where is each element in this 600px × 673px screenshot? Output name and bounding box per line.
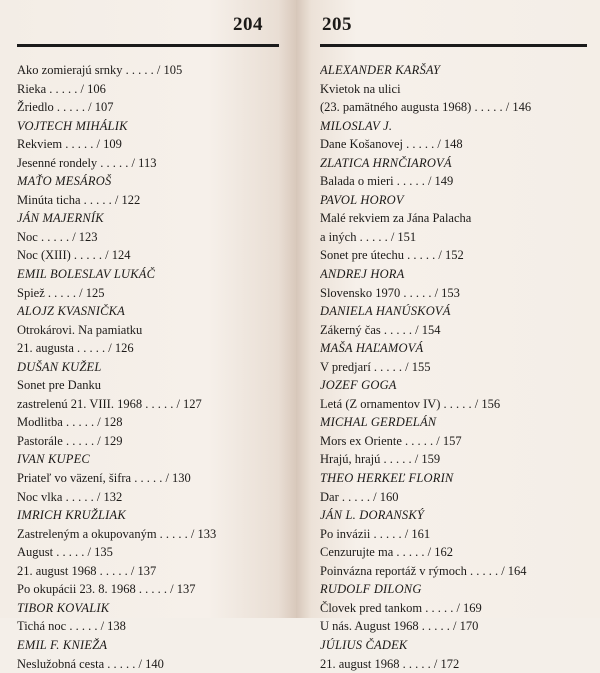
contents-entry: Ako zomierajú srnky . . . . . / 105 bbox=[17, 61, 279, 80]
contents-entry: Zastreleným a okupovaným . . . . . / 133 bbox=[17, 525, 279, 544]
author-name: JOZEF GOGA bbox=[320, 376, 590, 395]
author-name: EMIL BOLESLAV LUKÁČ bbox=[17, 265, 279, 284]
left-page bbox=[0, 0, 296, 618]
contents-entry: Hrajú, hrajú . . . . . / 159 bbox=[320, 450, 590, 469]
contents-entry: Mors ex Oriente . . . . . / 157 bbox=[320, 432, 590, 451]
contents-entry: Noc vlka . . . . . / 132 bbox=[17, 488, 279, 507]
author-name: JÁN L. DORANSKÝ bbox=[320, 506, 590, 525]
author-name: TIBOR KOVALIK bbox=[17, 599, 279, 618]
contents-entry: (23. pamätného augusta 1968) . . . . . / 146 bbox=[320, 98, 590, 117]
contents-entry: 21. august 1968 . . . . . / 172 bbox=[320, 655, 590, 673]
author-name: ALOJZ KVASNIČKA bbox=[17, 302, 279, 321]
contents-entry: Modlitba . . . . . / 128 bbox=[17, 413, 279, 432]
author-name: JÁN MAJERNÍK bbox=[17, 209, 279, 228]
author-name: ANDREJ HORA bbox=[320, 265, 590, 284]
page-number-right: 205 bbox=[322, 14, 352, 36]
contents-entry: Sonet pre útechu . . . . . / 152 bbox=[320, 246, 590, 265]
contents-entry: Balada o mieri . . . . . / 149 bbox=[320, 172, 590, 191]
contents-entry: V predjarí . . . . . / 155 bbox=[320, 358, 590, 377]
author-name: IMRICH KRUŽLIAK bbox=[17, 506, 279, 525]
contents-entry: Poinvázna reportáž v rýmoch . . . . . / 164 bbox=[320, 562, 590, 581]
contents-entry: Minúta ticha . . . . . / 122 bbox=[17, 191, 279, 210]
contents-entry: Rekviem . . . . . / 109 bbox=[17, 135, 279, 154]
contents-entry: Pastorále . . . . . / 129 bbox=[17, 432, 279, 451]
contents-entry: Človek pred tankom . . . . . / 169 bbox=[320, 599, 590, 618]
contents-entry: U nás. August 1968 . . . . . / 170 bbox=[320, 617, 590, 636]
contents-entry: Dane Košanovej . . . . . / 148 bbox=[320, 135, 590, 154]
contents-entry: Letá (Z ornamentov IV) . . . . . / 156 bbox=[320, 395, 590, 414]
contents-entry: Zákerný čas . . . . . / 154 bbox=[320, 321, 590, 340]
author-name: RUDOLF DILONG bbox=[320, 580, 590, 599]
contents-entry: Cenzurujte ma . . . . . / 162 bbox=[320, 543, 590, 562]
author-name: MAŤO MESÁROŠ bbox=[17, 172, 279, 191]
contents-entry: August . . . . . / 135 bbox=[17, 543, 279, 562]
contents-entry: Otrokárovi. Na pamiatku bbox=[17, 321, 279, 340]
author-name: MAŠA HAĽAMOVÁ bbox=[320, 339, 590, 358]
author-name: VOJTECH MIHÁLIK bbox=[17, 117, 279, 136]
contents-entry: Kvietok na ulici bbox=[320, 80, 590, 99]
contents-entry: Slovensko 1970 . . . . . / 153 bbox=[320, 284, 590, 303]
contents-entry: Po invázii . . . . . / 161 bbox=[320, 525, 590, 544]
contents-list-right bbox=[320, 61, 590, 673]
author-name: THEO HERKEĽ FLORIN bbox=[320, 469, 590, 488]
page-number-left: 204 bbox=[233, 14, 263, 36]
contents-entry: Žriedlo . . . . . / 107 bbox=[17, 98, 279, 117]
author-name: IVAN KUPEC bbox=[17, 450, 279, 469]
header-rule-right bbox=[320, 44, 587, 47]
author-name: PAVOL HOROV bbox=[320, 191, 590, 210]
contents-entry: Noc (XIII) . . . . . / 124 bbox=[17, 246, 279, 265]
contents-entry: Spiež . . . . . / 125 bbox=[17, 284, 279, 303]
author-name: ZLATICA HRNČIAROVÁ bbox=[320, 154, 590, 173]
author-name: MILOSLAV J. bbox=[320, 117, 590, 136]
author-name: EMIL F. KNIEŽA bbox=[17, 636, 279, 655]
contents-entry: Neslužobná cesta . . . . . / 140 bbox=[17, 655, 279, 673]
contents-entry: Jesenné rondely . . . . . / 113 bbox=[17, 154, 279, 173]
author-name: ALEXANDER KARŠAY bbox=[320, 61, 590, 80]
contents-entry: Malé rekviem za Jána Palacha bbox=[320, 209, 590, 228]
contents-entry: Tichá noc . . . . . / 138 bbox=[17, 617, 279, 636]
author-name: JÚLIUS ČADEK bbox=[320, 636, 590, 655]
contents-entry: zastrelenú 21. VIII. 1968 . . . . . / 127 bbox=[17, 395, 279, 414]
author-name: MICHAL GERDELÁN bbox=[320, 413, 590, 432]
contents-entry: Dar . . . . . / 160 bbox=[320, 488, 590, 507]
contents-entry: Priateľ vo väzení, šifra . . . . . / 130 bbox=[17, 469, 279, 488]
contents-entry: 21. augusta . . . . . / 126 bbox=[17, 339, 279, 358]
contents-entry: Noc . . . . . / 123 bbox=[17, 228, 279, 247]
header-rule-left bbox=[17, 44, 279, 47]
contents-entry: 21. august 1968 . . . . . / 137 bbox=[17, 562, 279, 581]
contents-entry: a iných . . . . . / 151 bbox=[320, 228, 590, 247]
contents-entry: Rieka . . . . . / 106 bbox=[17, 80, 279, 99]
right-page bbox=[296, 0, 600, 618]
contents-entry: Po okupácii 23. 8. 1968 . . . . . / 137 bbox=[17, 580, 279, 599]
author-name: DUŠAN KUŽEL bbox=[17, 358, 279, 377]
contents-entry: Sonet pre Danku bbox=[17, 376, 279, 395]
author-name: DANIELA HANÚSKOVÁ bbox=[320, 302, 590, 321]
contents-list-left bbox=[17, 61, 279, 673]
